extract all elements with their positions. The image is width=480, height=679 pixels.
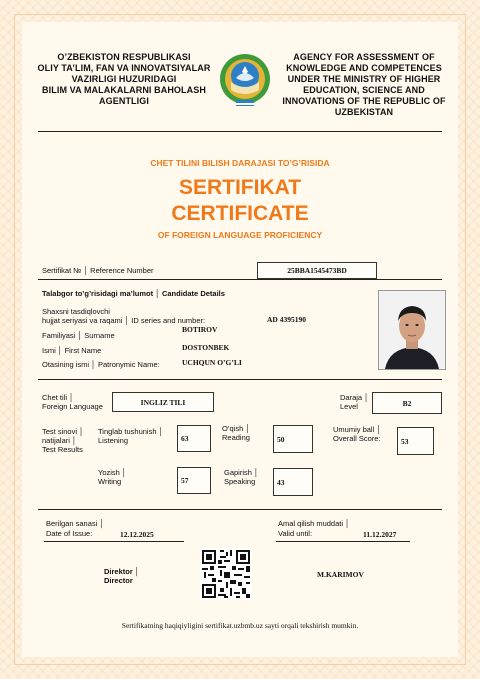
header-right-line: KNOWLEDGE AND COMPETENCES [286,63,442,73]
listening-score-box [177,425,211,452]
results-label-2: natijalari │ [42,436,77,445]
qr-code-icon [200,548,252,600]
candidate-section-label: Talabgor to’g’risidagi ma’lumot │ Candidate Details [42,289,225,298]
issue-date-underline [44,541,184,542]
level-label-1: Daraja │ [340,393,369,402]
title-uz: SERTIFIKAT [178,176,302,199]
valid-until-value: 11.12.2027 [363,530,397,539]
header-left-line: AGENTLIGI [99,96,149,106]
speaking-score: 43 [277,477,285,487]
header-left-line: O’ZBEKISTON RESPUBLIKASI [57,52,191,62]
reference-label: Sertifikat № │ Reference Number [42,266,154,275]
firstname-value: DOSTONBEK [182,343,230,352]
results-label-1: Test sinovi │ [42,427,84,436]
header-left-line: VAZIRLIGI HUZURIDAGI [71,74,177,84]
overall-label-2: Overall Score: [333,434,381,443]
writing-score-box [177,467,211,494]
valid-until-label-1: Amal qilish muddati │ [278,519,350,528]
surname-value: BOTIROV [182,325,218,334]
state-emblem-icon [218,52,272,110]
speaking-label-2: Speaking [224,477,256,486]
issue-date-value: 12.12.2025 [120,530,154,539]
issue-date-label-1: Berilgan sanasi │ [46,519,105,528]
header-right-line: INNOVATIONS OF THE REPUBLIC OF [282,96,446,106]
header-right [276,52,452,118]
listening-label-1: Tinglab tushunish │ [98,427,164,436]
header-right-line: EDUCATION, SCIENCE AND [303,85,425,95]
writing-label-1: Yozish │ [98,468,127,477]
id-label-line-2: hujjat seriyasi va raqami │ ID series and number: [42,316,206,325]
header-right-line: UNDER THE MINISTRY OF HIGHER [287,74,441,84]
listening-score: 63 [181,434,189,443]
language-value: INGLIZ TILI [140,397,186,407]
language-label-1: Chet tili │ [42,393,74,402]
surname-label: Familiyasi │ Surname [42,331,115,340]
writing-label-2: Writing [98,477,122,486]
header-left [34,52,214,107]
language-label-2: Foreign Language [42,402,103,411]
reading-label-2: Reading [222,433,250,442]
header-left-line: BILIM VA MALAKALARNI BAHOLASH [42,85,206,95]
director-label-2: Director [104,576,133,585]
header-divider [38,131,442,132]
speaking-label-1: Gapirish │ [224,468,259,477]
header-right-line: UZBEKISTAN [334,107,394,117]
candidate-divider [38,379,442,380]
level-box [372,392,442,414]
header-right-line: AGENCY FOR ASSESSMENT OF [293,52,435,62]
reference-divider [38,279,442,280]
patronymic-label: Otasining ismi │ Patronymic Name: [42,360,160,369]
overall-label-1: Umumiy ball │ [333,425,382,434]
director-label-1: Direktor │ [104,567,140,576]
reading-score: 50 [277,434,285,444]
patronymic-value: UCHQUN O’G’LI [182,358,242,367]
valid-until-label-2: Valid until: [278,529,313,538]
valid-until-underline [276,541,410,542]
reading-score-box [273,425,313,453]
reference-number: 25BBA1545473BD [287,266,347,275]
language-box [112,392,214,412]
overall-score: 53 [401,436,409,446]
firstname-label: Ismi │ First Name [42,346,102,355]
title-en: CERTIFICATE [171,202,309,225]
listening-label-2: Listening [98,436,129,445]
writing-score: 57 [181,476,189,485]
subtitle-uz: CHET TILINI BILISH DARAJASI TO’G’RISIDA [150,158,330,168]
director-name: M.KARIMOV [317,570,364,579]
results-label-3: Test Results [42,445,83,454]
verification-footer: Sertifikatning haqiqiyligini sertifikat.uzbmb.uz sayti orqali tekshirish mumkin. [121,621,359,630]
header-left-line: OLIY TA’LIM, FAN VA INNOVATSIYALAR [37,63,211,73]
issue-date-label-2: Date of Issue: [46,529,93,538]
candidate-photo [378,290,446,370]
level-value: B2 [402,398,412,408]
portrait-image [379,291,445,369]
id-number: AD 4395190 [267,315,306,324]
results-divider [38,509,442,510]
speaking-score-box [273,468,313,496]
level-label-2: Level [340,402,358,411]
reading-label-1: O’qish │ [222,424,251,433]
subtitle-en: OF FOREIGN LANGUAGE PROFICIENCY [157,230,323,240]
overall-score-box [397,427,434,455]
reference-number-box [257,262,377,279]
id-label-line-1: Shaxsni tasdiqlovchi [42,307,110,316]
